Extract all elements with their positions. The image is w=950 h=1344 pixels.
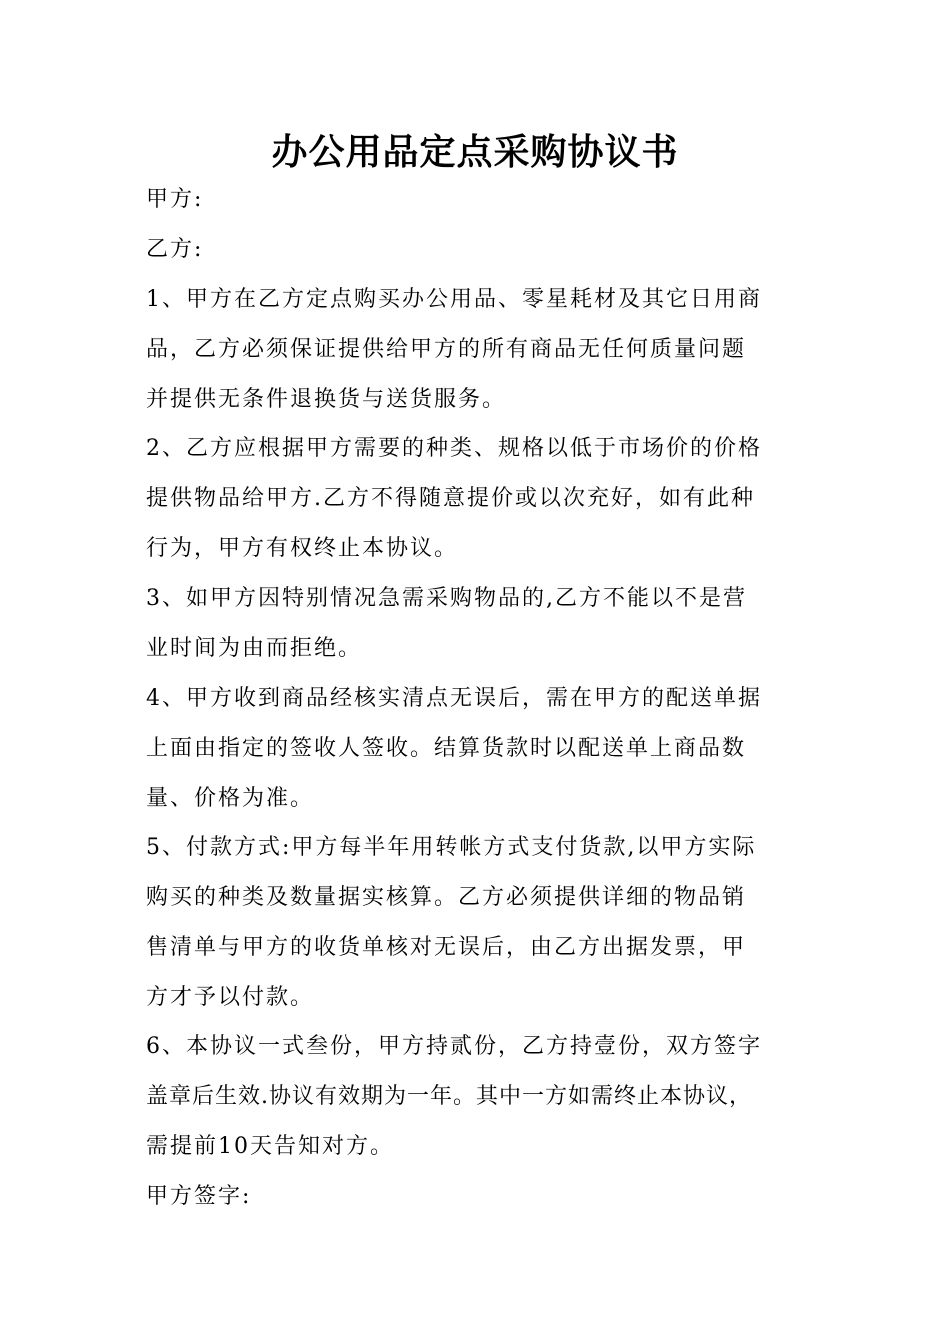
party-a-signature-label: 甲方签字:	[146, 1184, 252, 1209]
clause-line: 需提前10天告知对方。	[146, 1134, 394, 1159]
clause-line: 行为，甲方有权终止本协议。	[146, 536, 459, 561]
clause-line: 上面由指定的签收人签收。结算货款时以配送单上商品数	[146, 736, 747, 761]
clause-line: 盖章后生效.协议有效期为一年。其中一方如需终止本协议，	[146, 1084, 752, 1109]
clause-line: 购买的种类及数量据实核算。乙方必须提供详细的物品销	[146, 885, 747, 910]
clause-line: 2、乙方应根据甲方需要的种类、规格以低于市场价的价格	[146, 436, 762, 461]
party-a-label: 甲方:	[146, 187, 204, 212]
clause-line: 5、付款方式:甲方每半年用转帐方式支付货款,以甲方实际	[146, 835, 757, 860]
clause-line: 3、如甲方因特别情况急需采购物品的,乙方不能以不是营	[146, 586, 747, 611]
clause-line: 业时间为由而拒绝。	[146, 636, 363, 661]
clause-line: 提供物品给甲方.乙方不得随意提价或以次充好，如有此种	[146, 486, 755, 511]
clause-line: 量、价格为准。	[146, 786, 315, 811]
clause-line: 售清单与甲方的收货单核对无误后，由乙方出据发票，甲	[146, 935, 747, 960]
clause-line: 并提供无条件退换货与送货服务。	[146, 387, 507, 412]
clause-line: 4、甲方收到商品经核实清点无误后，需在甲方的配送单据	[146, 686, 762, 711]
party-b-label: 乙方:	[146, 237, 204, 262]
clause-line: 方才予以付款。	[146, 985, 315, 1010]
document-title: 办公用品定点采购协议书	[271, 131, 679, 173]
clause-line: 品，乙方必须保证提供给甲方的所有商品无任何质量问题	[146, 337, 747, 362]
clause-line: 6、本协议一式叁份，甲方持贰份，乙方持壹份，双方签字	[146, 1034, 762, 1059]
clause-line: 1、甲方在乙方定点购买办公用品、零星耗材及其它日用商	[146, 287, 762, 312]
